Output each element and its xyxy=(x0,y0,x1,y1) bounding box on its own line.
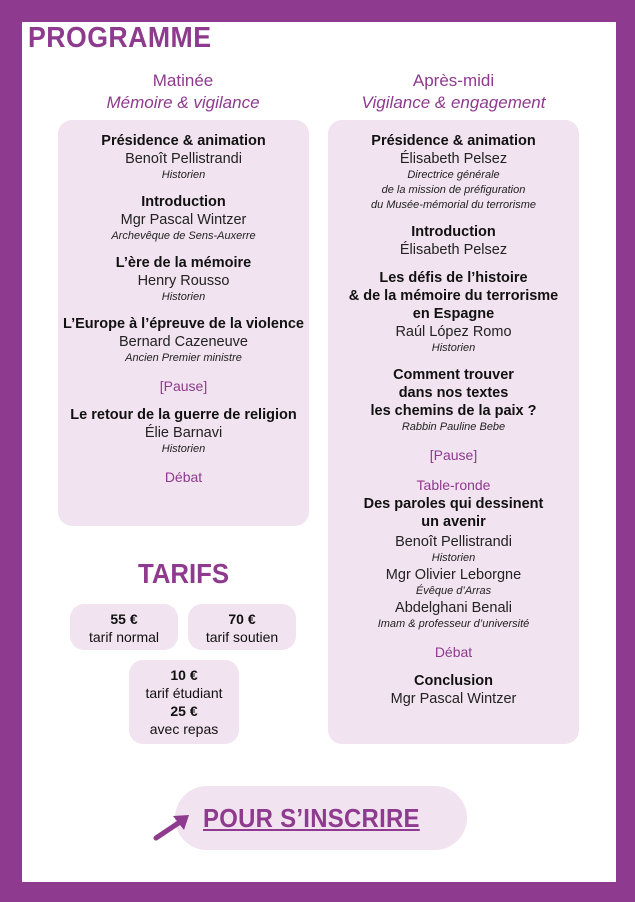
tarif-label: avec repas xyxy=(149,721,219,737)
afternoon-item xyxy=(328,132,579,213)
item-title: L’ère de la mémoire xyxy=(115,255,252,271)
tarif-price: 55 € xyxy=(110,611,138,627)
afternoon-header xyxy=(328,70,579,114)
afternoon-item xyxy=(328,223,579,259)
item-title: Le retour de la guerre de religion xyxy=(70,407,297,423)
speaker-name: Benoît Pellistrandi xyxy=(395,534,512,550)
morning-item xyxy=(58,193,309,244)
item-name: Mgr Pascal Wintzer xyxy=(120,212,247,228)
item-title: L’Europe à l’épreuve de la violence xyxy=(63,316,304,332)
item-role: Directrice générale xyxy=(407,169,500,181)
speaker-role: Imam & professeur d’université xyxy=(377,618,530,630)
afternoon-theme: Vigilance & engagement xyxy=(361,93,546,112)
speaker-role: Évêque d’Arras xyxy=(415,585,492,597)
register-link[interactable]: POUR S’INSCRIRE xyxy=(203,803,420,833)
speaker-role: Historien xyxy=(431,552,476,564)
item-name: Mgr Pascal Wintzer xyxy=(390,691,517,707)
item-role: Historien xyxy=(431,342,476,354)
debate-label: Débat xyxy=(164,469,203,485)
morning-theme: Mémoire & vigilance xyxy=(106,93,260,112)
arrow-icon xyxy=(153,812,193,842)
item-role: Historien xyxy=(161,169,206,181)
tarif-soutien xyxy=(188,604,296,650)
tarif-label: tarif normal xyxy=(88,629,160,645)
item-role: Rabbin Pauline Bebe xyxy=(401,421,506,433)
tarif-normal xyxy=(70,604,178,650)
roundtable-label: Table-ronde xyxy=(416,477,491,493)
afternoon-item xyxy=(328,366,579,435)
afternoon-box xyxy=(328,120,579,744)
pause-label: [Pause] xyxy=(429,447,478,463)
morning-box xyxy=(58,120,309,526)
item-role: Archevêque de Sens-Auxerre xyxy=(111,230,256,242)
item-role: Historien xyxy=(161,443,206,455)
item-title: les chemins de la paix ? xyxy=(370,403,537,419)
item-title: Comment trouver xyxy=(393,367,514,383)
item-title: un avenir xyxy=(421,514,486,530)
tarif-label: tarif étudiant xyxy=(145,685,223,701)
speaker-name: Abdelghani Benali xyxy=(395,600,512,616)
morning-header xyxy=(58,70,308,114)
afternoon-item xyxy=(328,269,579,356)
page-title: PROGRAMME xyxy=(28,22,212,54)
morning-item xyxy=(58,315,309,366)
item-role: Ancien Premier ministre xyxy=(125,352,242,364)
pause-label: [Pause] xyxy=(159,378,208,394)
item-title: Introduction xyxy=(411,224,496,240)
item-title: Des paroles qui dessinent xyxy=(363,496,544,512)
item-name: Bernard Cazeneuve xyxy=(119,334,248,350)
item-name: Élisabeth Pelsez xyxy=(399,242,508,258)
item-title: dans nos textes xyxy=(398,385,509,401)
item-name: Henry Rousso xyxy=(137,273,230,289)
morning-item xyxy=(58,406,309,457)
tarif-price: 70 € xyxy=(228,611,256,627)
speaker-name: Mgr Olivier Leborgne xyxy=(385,567,522,583)
item-title: Présidence & animation xyxy=(371,133,536,149)
afternoon-heading: Après-midi xyxy=(412,71,495,90)
tarif-label: tarif soutien xyxy=(205,629,279,645)
morning-item xyxy=(58,132,309,183)
morning-item xyxy=(58,254,309,305)
tarif-price: 10 € xyxy=(170,667,198,683)
item-name: Élie Barnavi xyxy=(144,425,223,441)
item-title: en Espagne xyxy=(412,306,495,322)
tarif-price: 25 € xyxy=(170,703,198,719)
item-title: Introduction xyxy=(141,194,226,210)
programme-page xyxy=(22,22,616,882)
item-title: & de la mémoire du terrorisme xyxy=(348,288,559,304)
register-button[interactable] xyxy=(175,786,467,850)
morning-heading: Matinée xyxy=(152,71,214,90)
item-title: Présidence & animation xyxy=(101,133,266,149)
afternoon-item xyxy=(328,672,579,708)
item-name: Benoît Pellistrandi xyxy=(125,151,242,167)
item-title: Les défis de l’histoire xyxy=(379,270,528,286)
item-name: Élisabeth Pelsez xyxy=(399,151,508,167)
tarifs-title: TARIFS xyxy=(138,558,230,589)
item-role: de la mission de préfiguration xyxy=(381,184,526,196)
roundtable xyxy=(328,475,579,632)
item-role: Historien xyxy=(161,291,206,303)
item-title: Conclusion xyxy=(414,673,493,689)
item-name: Raúl López Romo xyxy=(395,324,512,340)
tarif-etudiant xyxy=(129,660,239,744)
item-role: du Musée-mémorial du terrorisme xyxy=(370,199,537,211)
debate-label: Débat xyxy=(434,644,473,660)
